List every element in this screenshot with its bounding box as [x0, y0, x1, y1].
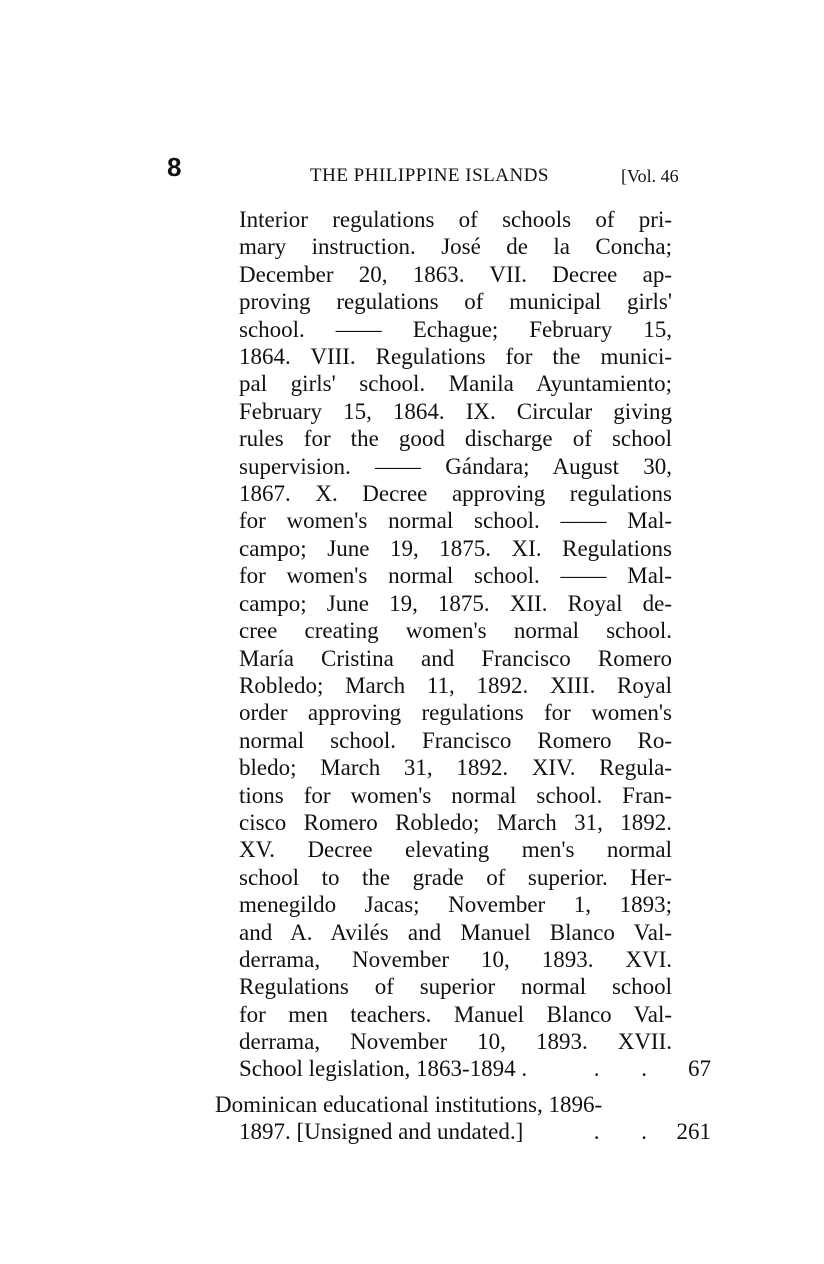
entry-line: María Cristina and Francisco Romero: [239, 645, 672, 671]
dot-leader: . .: [593, 1119, 665, 1144]
entry-line: derrama, November 10, 1893. XVI.: [239, 946, 672, 972]
entry-line: for women's normal school. —— Mal-: [239, 563, 672, 589]
page-number: 8: [167, 152, 182, 182]
entry-line: rules for the good discharge of school: [239, 426, 672, 452]
toc-entry-dominican: [239, 1118, 711, 1145]
entry-line: order approving regulations for women's: [239, 700, 672, 726]
entry-line: Interior regulations of schools of pri-: [239, 207, 672, 232]
entry-line: mary instruction. José de la Concha;: [239, 234, 672, 260]
entry-line: campo; June 19, 1875. XI. Regulations: [239, 535, 672, 561]
entry-line: cree creating women's normal school.: [239, 618, 672, 644]
entry-line: pal girls' school. Manila Ayuntamiento;: [239, 371, 672, 397]
entry-line: school to the grade of superior. Her-: [239, 864, 672, 890]
entry-line: menegildo Jacas; November 1, 1893;: [239, 892, 672, 918]
toc-entry-title: 1897. [Unsigned and undated.]: [239, 1119, 524, 1144]
entry-line: February 15, 1864. IX. Circular giving: [239, 398, 672, 424]
entry-line: Robledo; March 11, 1892. XIII. Royal: [239, 672, 672, 698]
entry-line: cisco Romero Robledo; March 31, 1892.: [239, 809, 672, 835]
entry-line: and A. Avilés and Manuel Blanco Val-: [239, 919, 672, 945]
entry-line: Regulations of superior normal school: [239, 974, 672, 1000]
toc-page-number: 67: [688, 1056, 711, 1081]
entry-line: bledo; March 31, 1892. XIV. Regula-: [239, 755, 672, 781]
entry-line: tions for women's normal school. Fran-: [239, 782, 672, 808]
entry-line: normal school. Francisco Romero Ro-: [239, 727, 672, 753]
entry-line: 1864. VIII. Regulations for the munici-: [239, 344, 672, 370]
entry-line: for women's normal school. —— Mal-: [239, 508, 672, 534]
toc-entry-dominican-title: Dominican educational institutions, 1896-: [215, 1092, 603, 1117]
toc-page-number: 261: [676, 1119, 711, 1144]
running-title: THE PHILIPPINE ISLANDS: [310, 165, 549, 186]
entry-line: campo; June 19, 1875. XII. Royal de-: [239, 590, 672, 616]
toc-entry-school-legislation: [239, 1055, 711, 1082]
entry-line: school. —— Echague; February 15,: [239, 316, 672, 342]
entry-line: supervision. —— Gándara; August 30,: [239, 453, 672, 479]
entry-line: derrama, November 10, 1893. XVII.: [239, 1029, 672, 1055]
entry-line: December 20, 1863. VII. Decree ap-: [239, 261, 672, 287]
entry-line: proving regulations of municipal girls': [239, 289, 672, 315]
toc-entry-title: School legislation, 1863-1894 .: [239, 1056, 528, 1081]
entry-line: XV. Decree elevating men's normal: [239, 837, 672, 863]
entry-line: for men teachers. Manuel Blanco Val-: [239, 1001, 672, 1027]
entry-body: [239, 206, 672, 1056]
entry-line: 1867. X. Decree approving regulations: [239, 481, 672, 507]
dot-leader: . .: [593, 1056, 665, 1081]
volume-label: [Vol. 46: [621, 166, 679, 186]
